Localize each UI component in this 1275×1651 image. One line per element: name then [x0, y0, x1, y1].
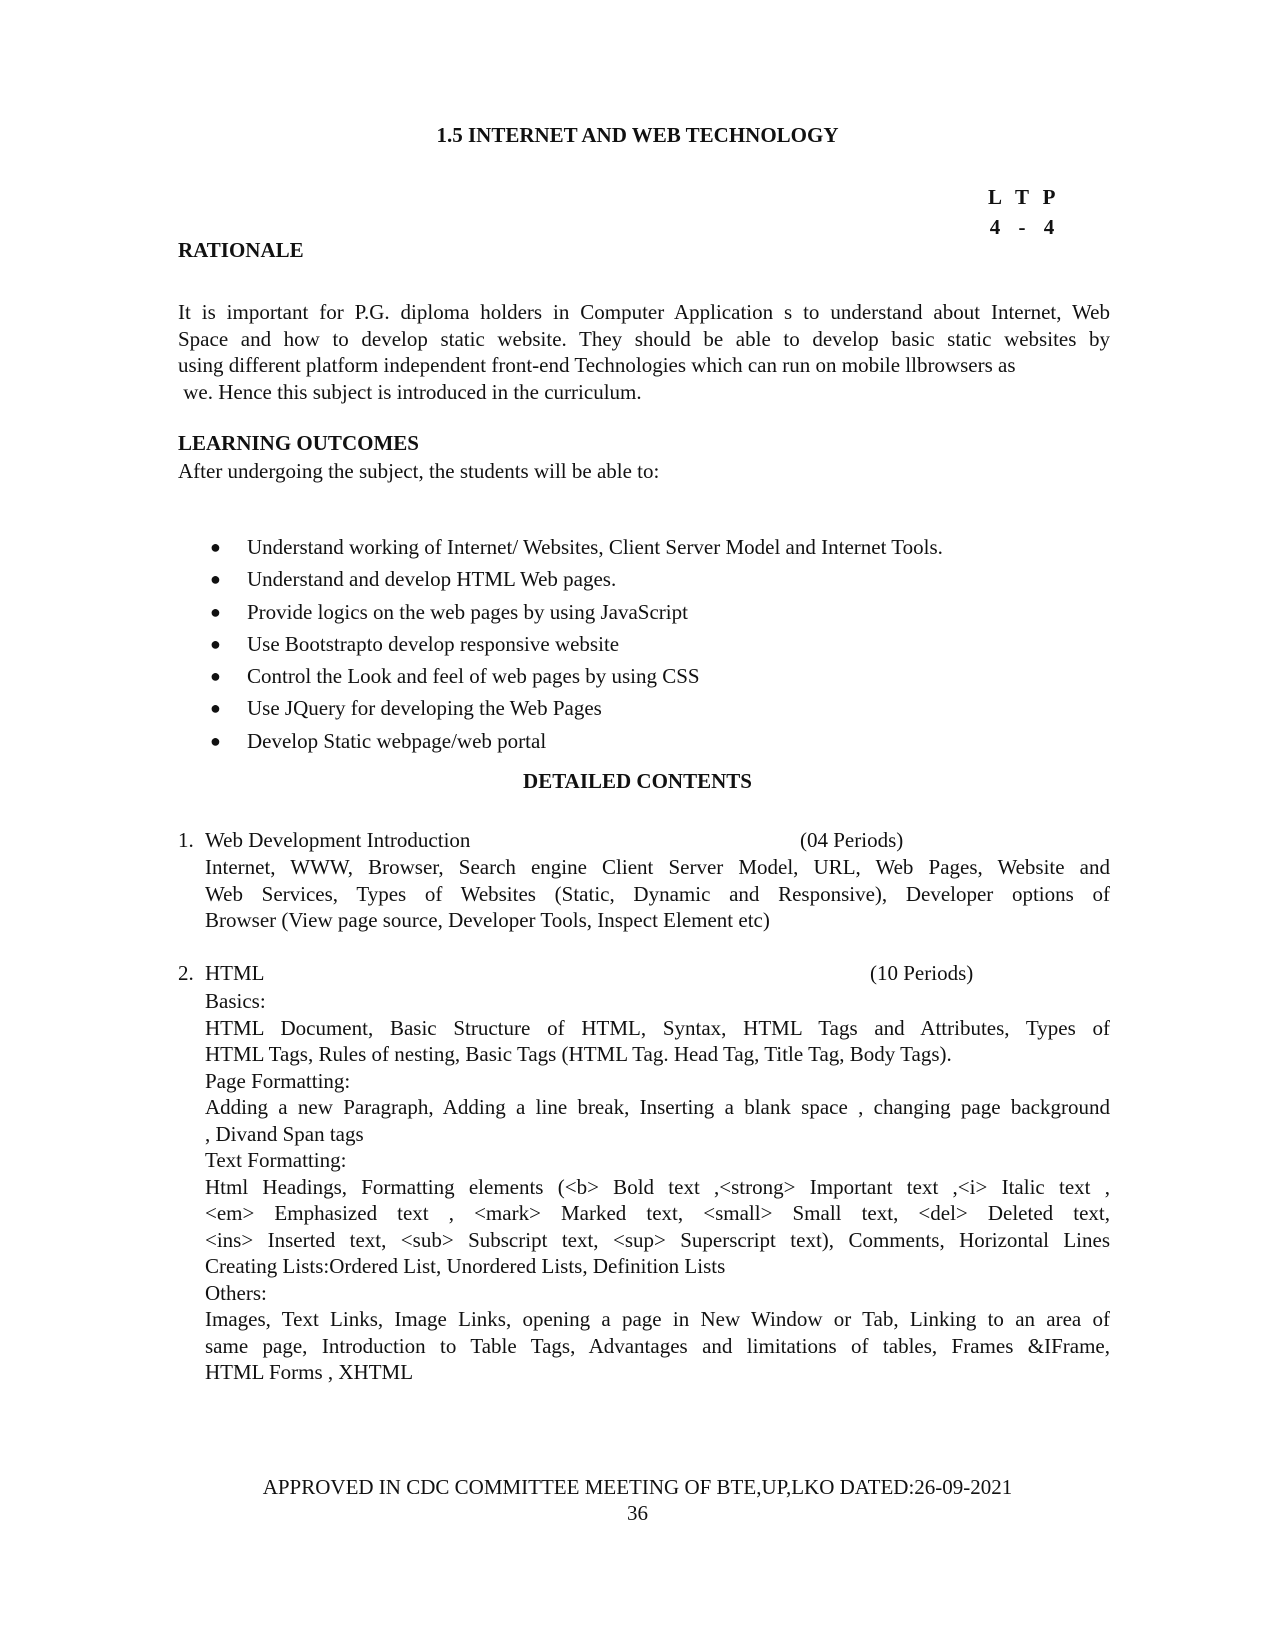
section-line: HTML Document, Basic Structure of HTML, Syntax, HTML Tags and Attributes, Types of	[205, 1015, 1110, 1040]
bullet-icon: ●	[210, 537, 221, 557]
section-1-body	[205, 854, 1110, 934]
section-line: HTML Tags, Rules of nesting, Basic Tags (HTML Tag. Head Tag, Title Tag, Body Tags).	[205, 1042, 952, 1066]
page-number: 36	[627, 1501, 648, 1525]
rationale-line: using different platform independent front-end Technologies which can run on mobile llbrowsers as	[178, 353, 1016, 377]
section-line: Web Services, Types of Websites (Static, Dynamic and Responsive), Developer options of	[205, 881, 1110, 906]
rationale-heading: RATIONALE	[178, 238, 304, 262]
learning-outcomes-heading: LEARNING OUTCOMES	[178, 431, 419, 455]
rationale-line: we. Hence this subject is introduced in the curriculum.	[178, 379, 642, 404]
section-subheading: Text Formatting:	[205, 1148, 347, 1172]
bullet-icon: ●	[210, 601, 221, 622]
ltp-value-l: 4	[989, 215, 1001, 239]
section-line: HTML Forms , XHTML	[205, 1360, 414, 1384]
outcome-text: Understand working of Internet/ Websites, Client Server Model and Internet Tools.	[247, 535, 943, 559]
bullet-icon: ●	[210, 698, 221, 719]
section-1-header	[178, 826, 1110, 854]
section-line: same page, Introduction to Table Tags, Advantages and limitations of tables, Frames &IFrame,	[205, 1333, 1110, 1358]
ltp-header-p: P	[1042, 185, 1056, 209]
section-title: HTML	[205, 961, 265, 985]
section-title: Web Development Introduction	[205, 828, 471, 852]
section-line: Images, Text Links, Image Links, opening a page in New Window or Tab, Linking to an area of	[205, 1307, 1110, 1331]
bullet-icon: ●	[210, 569, 221, 590]
outcome-text: Control the Look and feel of web pages by using CSS	[247, 664, 700, 689]
list-item	[210, 660, 1110, 692]
section-line: <ins> Inserted text, <sub> Subscript text, <sup> Superscript text), Comments, Horizontal Lines	[205, 1227, 1110, 1252]
footer-approval: APPROVED IN CDC COMMITTEE MEETING OF BTE,UP,LKO DATED:26-09-2021	[262, 1475, 1013, 1499]
section-line: Internet, WWW, Browser, Search engine Client Server Model, URL, Web Pages, Website and	[205, 855, 1110, 879]
ltp-table	[982, 182, 1092, 242]
rationale-paragraph	[178, 299, 1110, 405]
rationale-line: It is important for P.G. diploma holders in Computer Application s to understand about Internet, Web	[178, 300, 1110, 324]
section-line: Creating Lists:Ordered List, Unordered Lists, Definition Lists	[205, 1254, 726, 1278]
ltp-header-t: T	[1014, 185, 1029, 209]
outcome-text: Use JQuery for developing the Web Pages	[247, 696, 602, 721]
ltp-value-row	[982, 212, 1062, 242]
list-item	[210, 725, 1110, 757]
section-line: Browser (View page source, Developer Tools, Inspect Element etc)	[205, 908, 770, 932]
detailed-contents-heading: DETAILED CONTENTS	[523, 769, 752, 793]
bullet-icon: ●	[210, 666, 221, 687]
learning-outcomes-intro: After undergoing the subject, the students will be able to:	[178, 459, 660, 483]
ltp-header-l: L	[987, 185, 1002, 209]
outcome-text: Use Bootstrapto develop responsive website	[247, 631, 620, 656]
section-line: Html Headings, Formatting elements (<b> Bold text ,<strong> Important text ,<i> Italic text ,	[205, 1174, 1110, 1199]
section-subheading: Page Formatting:	[205, 1068, 351, 1093]
section-periods: (10 Periods)	[870, 961, 974, 985]
section-number: 2.	[178, 961, 194, 985]
bullet-icon: ●	[210, 633, 221, 654]
list-item	[210, 531, 1110, 563]
section-subheading: Basics:	[205, 989, 266, 1013]
ltp-value-t: -	[1018, 215, 1026, 239]
section-subheading: Others:	[205, 1280, 267, 1305]
page-title: 1.5 INTERNET AND WEB TECHNOLOGY	[436, 123, 839, 147]
ltp-header-row	[982, 182, 1062, 212]
list-item	[210, 692, 1110, 724]
bullet-icon: ●	[210, 730, 221, 751]
outcome-text: Provide logics on the web pages by using JavaScript	[247, 599, 688, 624]
section-2-body	[205, 988, 1110, 1386]
ltp-value-p: 4	[1043, 215, 1055, 239]
section-line: , Divand Span tags	[205, 1121, 364, 1146]
section-periods: (04 Periods)	[800, 828, 904, 852]
section-line: <em> Emphasized text , <mark> Marked text, <small> Small text, <del> Deleted text,	[205, 1201, 1110, 1225]
section-number: 1.	[178, 828, 194, 852]
section-line: Adding a new Paragraph, Adding a line break, Inserting a blank space , changing page background	[205, 1095, 1110, 1119]
list-item	[210, 596, 1110, 628]
learning-outcomes-list	[210, 531, 1110, 757]
list-item	[210, 628, 1110, 660]
list-item	[210, 563, 1110, 595]
rationale-line: Space and how to develop static website. They should be able to develop basic static websites by	[178, 326, 1110, 351]
outcome-text: Understand and develop HTML Web pages.	[247, 567, 617, 592]
section-2-header	[178, 959, 1110, 987]
outcome-text: Develop Static webpage/web portal	[247, 728, 547, 753]
